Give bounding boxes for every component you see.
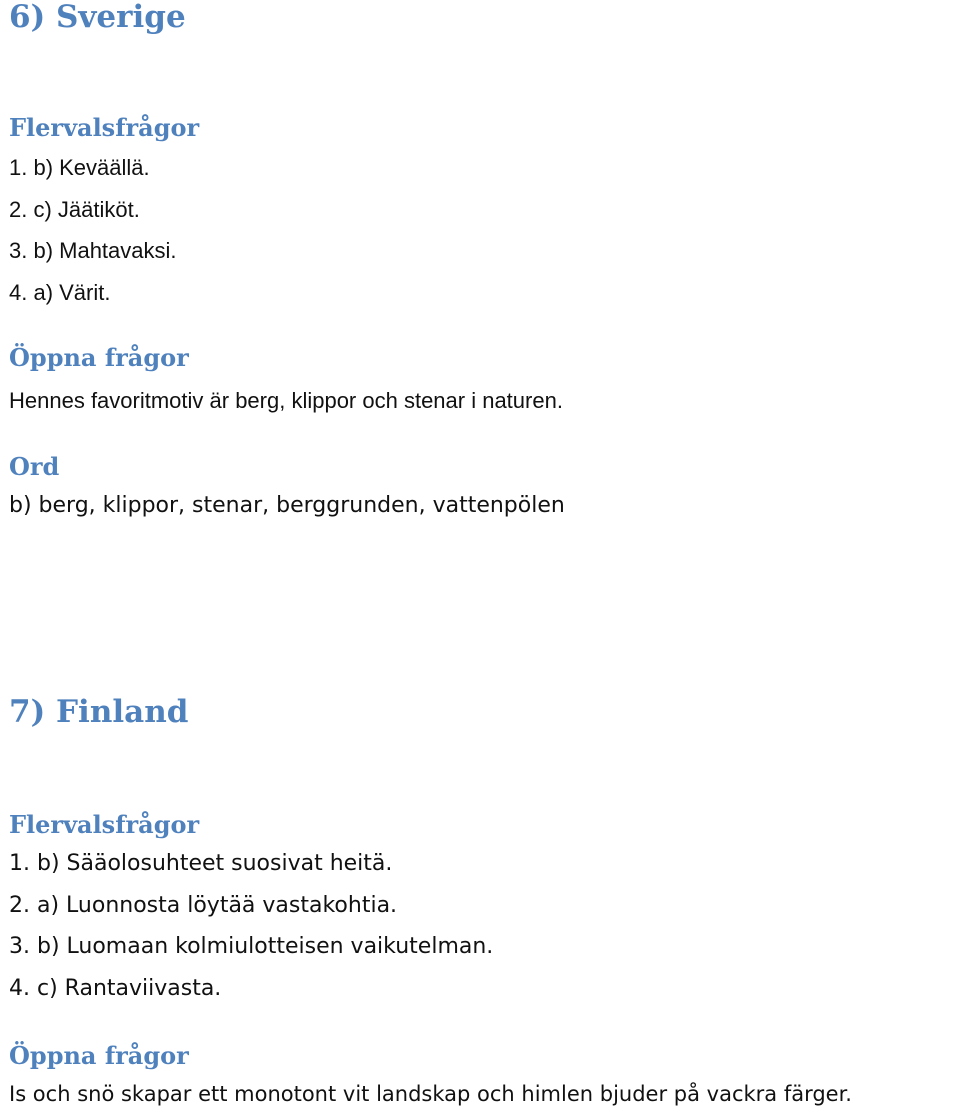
- section-7-answer-3: 3. b) Luomaan kolmiulotteisen vaikutelman.: [9, 934, 494, 959]
- section-6-title: 6) Sverige: [9, 0, 186, 35]
- section-7-open-answer: Is och snö skapar ett monotont vit landskap och himlen bjuder på vackra färger.: [9, 1082, 852, 1106]
- section-6-words-heading: Ord: [9, 452, 60, 481]
- section-7-open-questions-heading: Öppna frågor: [9, 1041, 189, 1070]
- section-6-multiple-choice-heading: Flervalsfrågor: [9, 113, 200, 142]
- section-7-answer-2: 2. a) Luonnosta löytää vastakohtia.: [9, 893, 398, 918]
- section-6-open-answer: Hennes favoritmotiv är berg, klippor och stenar i naturen.: [9, 388, 563, 413]
- section-7-answer-1: 1. b) Sääolosuhteet suosivat heitä.: [9, 851, 393, 876]
- section-6-answer-2: 2. c) Jäätiköt.: [9, 197, 140, 222]
- section-6-answer-3: 3. b) Mahtavaksi.: [9, 238, 177, 263]
- section-7-multiple-choice-heading: Flervalsfrågor: [9, 810, 200, 839]
- section-6-words-answer: b) berg, klippor, stenar, berggrunden, vattenpölen: [9, 493, 565, 518]
- section-6-answer-1: 1. b) Keväällä.: [9, 155, 150, 180]
- section-7-title: 7) Finland: [9, 694, 189, 730]
- section-6-open-questions-heading: Öppna frågor: [9, 343, 189, 372]
- section-7-answer-4: 4. c) Rantaviivasta.: [9, 976, 222, 1001]
- section-6-answer-4: 4. a) Värit.: [9, 280, 111, 305]
